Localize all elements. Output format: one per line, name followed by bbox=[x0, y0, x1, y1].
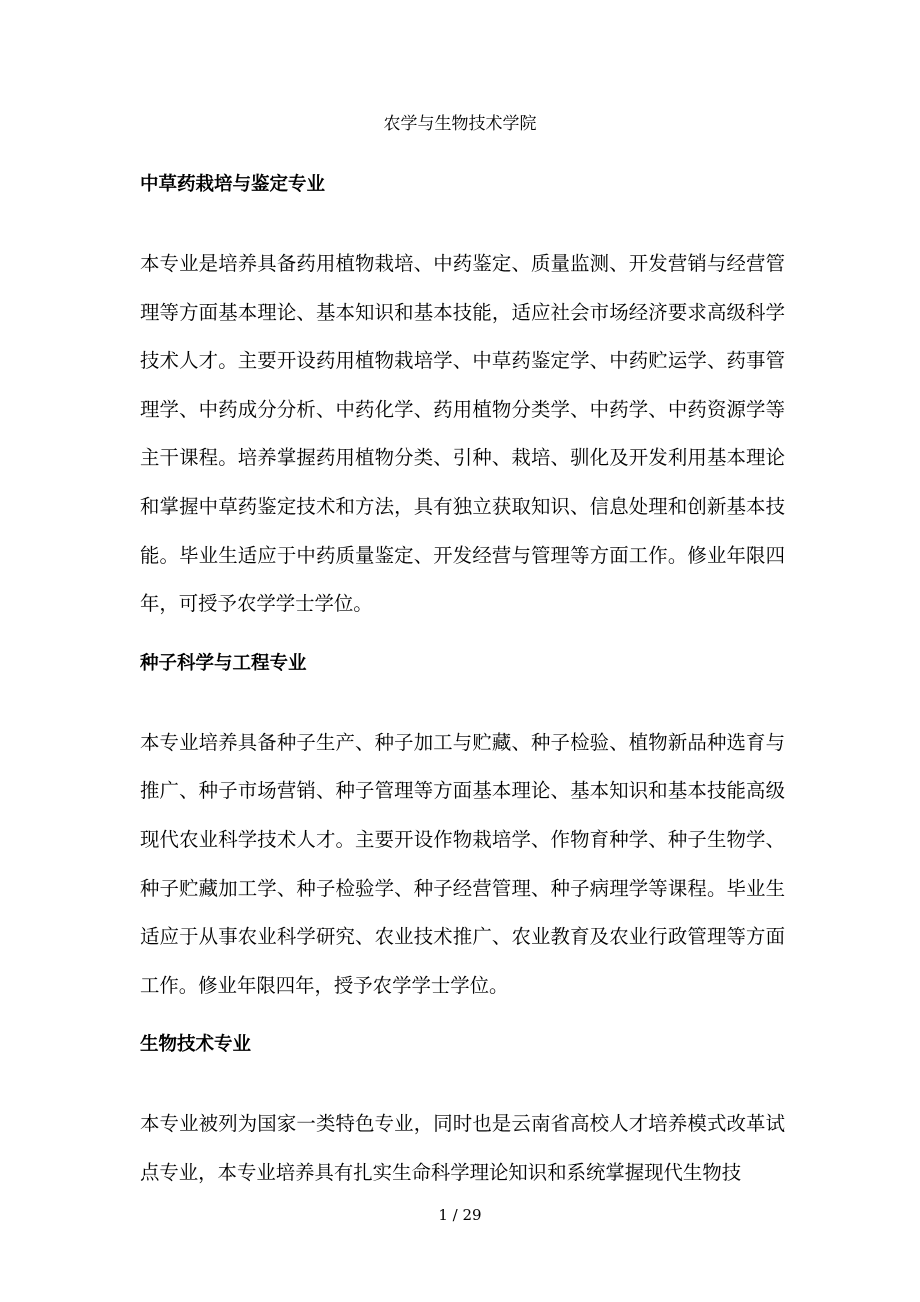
section-body: 本专业是培养具备药用植物栽培、中药鉴定、质量监测、开发营销与经营管理等方面基本理论、基本知识和基本技能，适应社会市场经济要求高级科学技术人才。主要开设药用植物栽培学、中草药鉴定学、中药贮运学、药事管理学、中药成分分析、中药化学、药用植物分类学、中药学、中药资源学等主干课程。培养掌握药用植物分类、引种、栽培、驯化及开发利用基本理论和掌握中草药鉴定技术和方法，具有独立获取知识、信息处理和创新基本技能。毕业生适应于中药质量鉴定、开发经营与管理等方面工作。修业年限四年，可授予农学学士学位。 bbox=[140, 252, 785, 616]
page-number: 1 / 29 bbox=[438, 1206, 482, 1224]
section-heading: 生物技术专业 bbox=[140, 1034, 252, 1056]
section-seed-science bbox=[140, 647, 785, 1029]
section-chinese-herbal-medicine bbox=[140, 168, 785, 647]
section-body: 本专业培养具备种子生产、种子加工与贮藏、种子检验、植物新品种选育与推广、种子市场营销、种子管理等方面基本理论、基本知识和基本技能高级现代农业科学技术人才。主要开设作物栽培学、作物育种学、种子生物学、种子贮藏加工学、种子检验学、种子经营管理、种子病理学等课程。毕业生适应于从事农业科学研究、农业技术推广、农业教育及农业行政管理等方面工作。修业年限四年，授予农学学士学位。 bbox=[140, 730, 785, 997]
section-heading: 中草药栽培与鉴定专业 bbox=[140, 174, 326, 195]
section-heading: 种子科学与工程专业 bbox=[140, 652, 307, 674]
section-body: 本专业被列为国家一类特色专业，同时也是云南省高校人才培养模式改革试点专业，本专业培养具有扎实生命科学理论知识和系统掌握现代生物技 bbox=[140, 1112, 785, 1184]
document-title: 农学与生物技术学院 bbox=[383, 114, 537, 134]
section-biotechnology bbox=[140, 1028, 785, 1197]
document-content bbox=[140, 168, 785, 1198]
